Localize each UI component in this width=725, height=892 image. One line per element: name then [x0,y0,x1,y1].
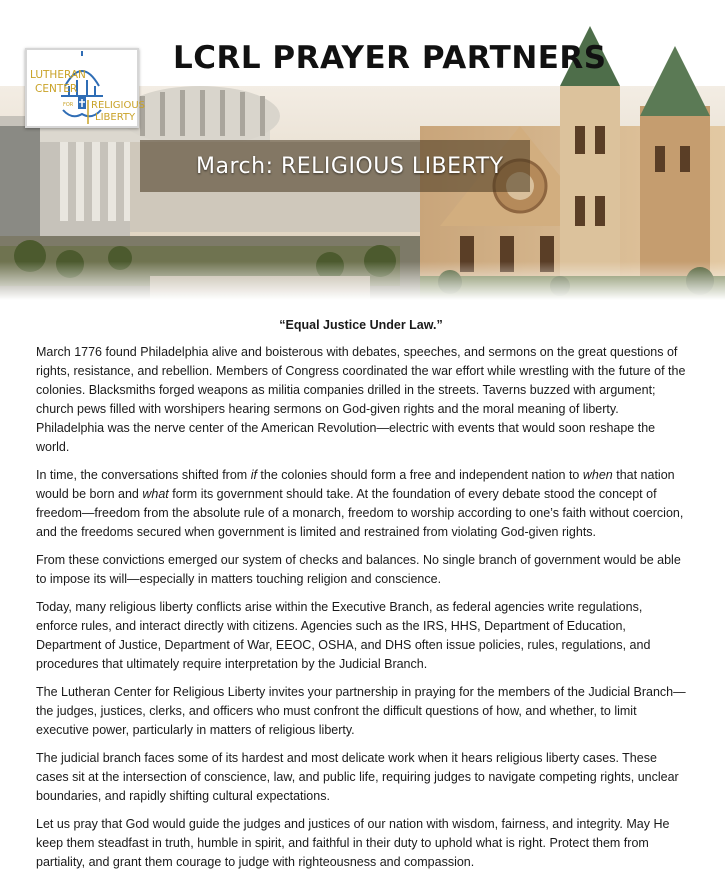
paragraph-5: The Lutheran Center for Religious Liberty invites your partnership in praying for the members of the Judicial Branch—the judges, justices, clerks, and officers who must confront the difficult questions of how, and whether, to limit executive power, particularly in matters of religious liberty. [36,685,686,737]
lcrl-logo [25,48,146,128]
logo-text-lutheran: LUTHERAN [30,69,86,81]
paragraph-2-part-d: form its government should take. At the foundation of every debate stood the concept of freedom—freedom from the absolute rule of a monarch, freedom to worship according to one’s faith without coercion, and the freedoms secured when government is limited and restrained from violating God-given rights. [36,487,684,539]
article-body [36,318,686,881]
paragraph-6: The judicial branch faces some of its hardest and most delicate work when it hears religious liberty cases. These cases sit at the intersection of conscience, law, and public life, requiring judges to navigate competing rights, unclear boundaries, and rapidly shifting cultural expectations. [36,751,679,803]
logo-text-center: CENTER [35,83,78,95]
logo-text-for: FOR [63,102,74,108]
page-title: LCRL PRAYER PARTNERS [173,40,607,76]
emphasis-if: if [250,468,257,482]
logo-text-religious: RELIGIOUS [91,100,146,111]
paragraph-7: Let us pray that God would guide the judges and justices of our nation with wisdom, fairness, and integrity. May He keep them steadfast in truth, humble in spirit, and faithful in their duty to uphold what is right. Protect them from partiality, and grant them courage to judge with righteousness and compassion. [36,817,670,869]
page-header [0,0,725,300]
article-quote: “Equal Justice Under Law.” [279,318,443,332]
month-title: March: RELIGIOUS LIBERTY [196,154,504,179]
emphasis-what: what [142,487,169,501]
paragraph-2-part-a: In time, the conversations shifted from [36,468,251,482]
logo-text-liberty: LIBERTY [95,112,136,123]
paragraph-4: Today, many religious liberty conflicts arise within the Executive Branch, as federal agencies write regulations, enforce rules, and interact directly with citizens. Agencies such as the IRS, HHS, Department of Education, Department of Justice, Department of War, EEOC, OSHA, and DHS often issue policies, rules, regulations, and procedures that ultimately require interpretation by the Judicial Branch. [36,600,651,671]
paragraph-2-part-c: that nation would be born and [36,468,675,501]
paragraph-3: From these convictions emerged our system of checks and balances. No single branch of government would be able to impose its will—especially in matters touching religion and conscience. [36,553,681,586]
paragraph-1: March 1776 found Philadelphia alive and boisterous with debates, speeches, and sermons on the great questions of rights, resistance, and rebellion. Members of Congress coordinated the war effort while wrestling with the future of the colonies. Blacksmiths forged weapons as militia companies drilled in the streets. Taverns buzzed with argument; church pews filled with worshipers hearing sermons on God-given rights and the moral meaning of liberty. Philadelphia was the nerve center of the American Revolution—electric with events that would soon reshape the world. [36,345,686,454]
emphasis-when: when [582,468,613,482]
paragraph-2 [36,466,686,542]
paragraph-2-part-b: the colonies should form a free and independent nation to [256,468,583,482]
capitol-dome-logo-icon [27,50,146,126]
